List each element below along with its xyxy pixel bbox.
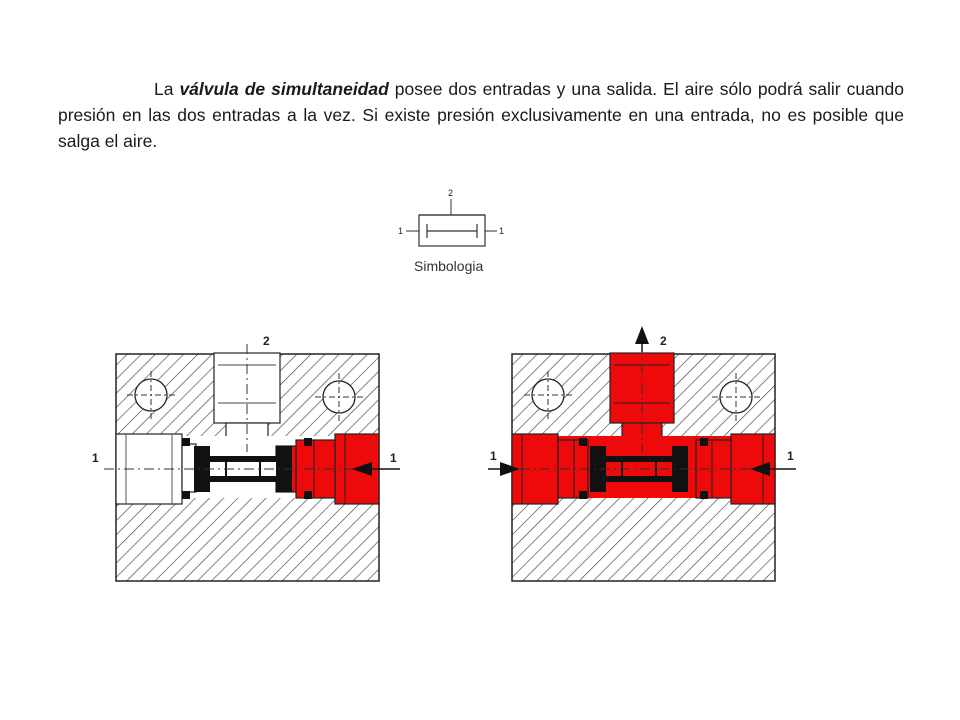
paragraph-intro: La (154, 79, 180, 99)
right-port-right-label: 1 (787, 449, 794, 463)
left-port-top-label: 2 (263, 334, 270, 348)
left-port-right-label: 1 (390, 451, 397, 465)
symbol-port-right: 1 (499, 226, 505, 236)
symbol-caption: Simbologia (414, 258, 484, 274)
symbol-port-top: 2 (448, 188, 454, 198)
right-port-top-label: 2 (660, 334, 667, 348)
symbol-port-left: 1 (398, 226, 404, 236)
paragraph-rest: posee dos entradas y una salida. El aire sólo podrá salir cuando presión en las dos entradas a la vez. Si existe presión exclusivamente en una entrada, no es posible que salga el aire. (58, 79, 905, 151)
left-port-left-label: 1 (92, 451, 99, 465)
right-port-left-label: 1 (490, 449, 497, 463)
paragraph-term: válvula de simultaneidad (179, 79, 389, 99)
